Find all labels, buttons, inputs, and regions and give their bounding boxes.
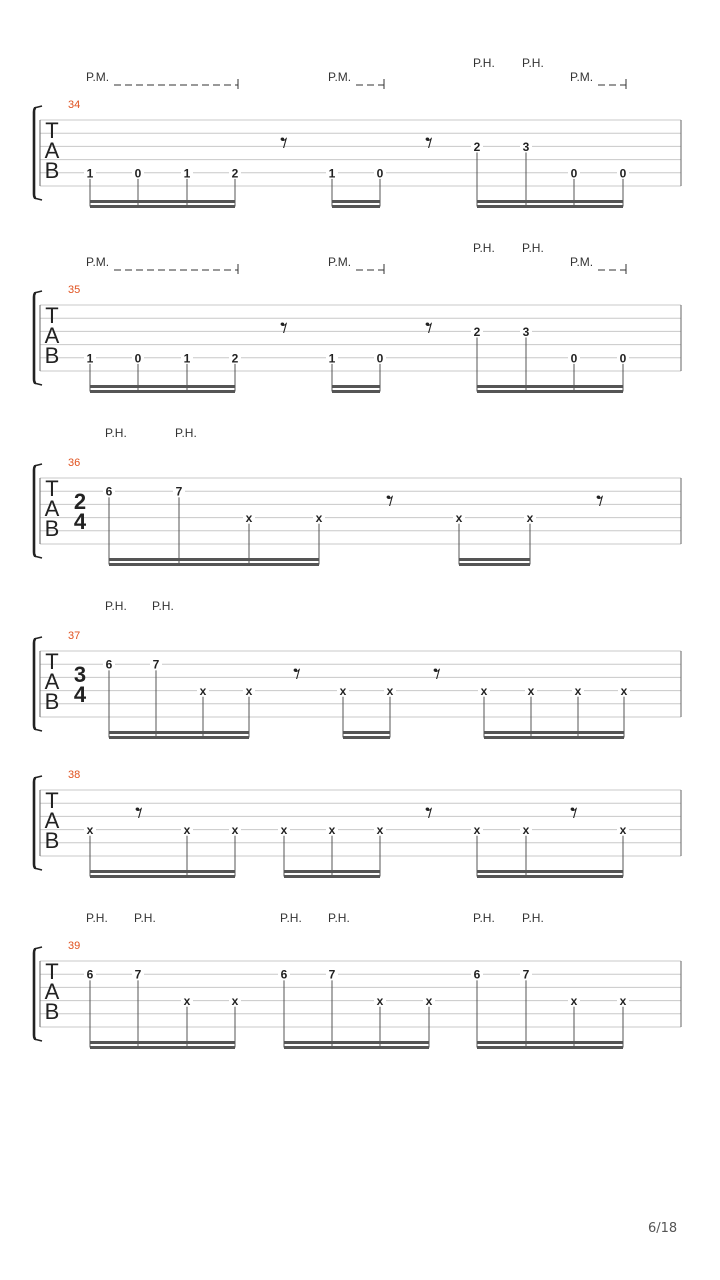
fret-number: 0 xyxy=(570,351,578,366)
bracket-top-hook xyxy=(34,776,42,778)
technique-annotation: P.M. xyxy=(86,70,110,84)
technique-annotation: P.M. xyxy=(328,70,352,84)
bracket-bottom-hook xyxy=(34,729,42,731)
dead-note: x xyxy=(619,994,627,1009)
beam xyxy=(284,875,380,878)
eighth-rest: 𝄾 xyxy=(280,312,288,345)
dead-note: x xyxy=(280,823,288,838)
eighth-rest: 𝄾 xyxy=(280,127,288,160)
beam xyxy=(90,200,235,203)
tab-clef-letter: A xyxy=(44,979,60,1004)
tab-clef-letter: A xyxy=(44,138,60,163)
eighth-rest: 𝄾 xyxy=(425,127,433,160)
dead-note: x xyxy=(455,511,463,526)
technique-annotation: P.H. xyxy=(473,911,495,925)
measure-number: 39 xyxy=(68,940,81,952)
technique-annotation: P.H. xyxy=(522,241,544,255)
system-bracket xyxy=(34,639,36,729)
fret-number: 7 xyxy=(328,967,336,982)
dead-note: x xyxy=(480,684,488,699)
time-signature-bottom: 4 xyxy=(73,509,87,534)
dead-note: x xyxy=(376,823,384,838)
dead-note: x xyxy=(245,684,253,699)
eighth-rest: 𝄾 xyxy=(425,797,433,830)
beam xyxy=(332,390,380,393)
time-signature-bottom: 4 xyxy=(73,682,87,707)
beam xyxy=(90,1041,235,1044)
technique-annotation: P.H. xyxy=(280,911,302,925)
fret-number: 7 xyxy=(152,657,160,672)
tab-clef-letter: T xyxy=(45,959,59,984)
bracket-bottom-hook xyxy=(34,556,42,558)
dead-note: x xyxy=(328,823,336,838)
technique-annotation: P.H. xyxy=(473,241,495,255)
system-bracket xyxy=(34,778,36,868)
beam xyxy=(90,875,235,878)
tab-clef-letter: T xyxy=(45,303,59,328)
eighth-rest: 𝄾 xyxy=(570,797,578,830)
dead-note: x xyxy=(315,511,323,526)
beam xyxy=(109,731,249,734)
eighth-rest: 𝄾 xyxy=(433,658,441,691)
dead-note: x xyxy=(231,823,239,838)
bracket-top-hook xyxy=(34,947,42,949)
time-signature-top: 2 xyxy=(73,489,87,514)
tab-clef-letter: A xyxy=(44,496,60,521)
beam xyxy=(90,870,235,873)
fret-number: 2 xyxy=(473,324,481,339)
beam xyxy=(459,558,530,561)
beam xyxy=(90,390,235,393)
technique-annotation: P.M. xyxy=(328,255,352,269)
beam xyxy=(332,205,380,208)
fret-number: 7 xyxy=(134,967,142,982)
fret-number: 7 xyxy=(522,967,530,982)
eighth-rest: 𝄾 xyxy=(386,485,394,518)
bracket-bottom-hook xyxy=(34,1039,42,1041)
dead-note: x xyxy=(425,994,433,1009)
dead-note: x xyxy=(619,823,627,838)
dead-note: x xyxy=(574,684,582,699)
beam xyxy=(477,205,623,208)
fret-number: 2 xyxy=(473,139,481,154)
tab-clef-letter: T xyxy=(45,476,59,501)
dead-note: x xyxy=(183,994,191,1009)
beam xyxy=(459,563,530,566)
system-bracket xyxy=(34,293,36,383)
dead-note: x xyxy=(526,511,534,526)
fret-number: 1 xyxy=(328,166,336,181)
fret-number: 0 xyxy=(570,166,578,181)
eighth-rest: 𝄾 xyxy=(425,312,433,345)
beam xyxy=(477,875,623,878)
beam xyxy=(332,385,380,388)
dead-note: x xyxy=(245,511,253,526)
fret-number: 7 xyxy=(175,484,183,499)
dead-note: x xyxy=(522,823,530,838)
page-number: 6/18 xyxy=(648,1221,678,1236)
bracket-top-hook xyxy=(34,291,42,293)
fret-number: 1 xyxy=(86,351,94,366)
fret-number: 6 xyxy=(280,967,288,982)
tab-clef-letter: B xyxy=(44,516,60,541)
tab-clef-letter: B xyxy=(44,689,60,714)
beam xyxy=(477,1041,623,1044)
beam xyxy=(90,385,235,388)
eighth-rest: 𝄾 xyxy=(293,658,301,691)
fret-number: 0 xyxy=(376,351,384,366)
beam xyxy=(343,731,390,734)
dead-note: x xyxy=(570,994,578,1009)
beam xyxy=(484,731,624,734)
beam xyxy=(477,385,623,388)
beam xyxy=(109,736,249,739)
bracket-bottom-hook xyxy=(34,868,42,870)
technique-annotation: P.H. xyxy=(522,911,544,925)
eighth-rest: 𝄾 xyxy=(135,797,143,830)
fret-number: 6 xyxy=(105,484,113,499)
dead-note: x xyxy=(231,994,239,1009)
tab-clef-letter: B xyxy=(44,828,60,853)
tab-clef-letter: A xyxy=(44,669,60,694)
fret-number: 1 xyxy=(183,166,191,181)
dead-note: x xyxy=(199,684,207,699)
beam xyxy=(284,1046,429,1049)
tab-clef-letter: A xyxy=(44,808,60,833)
dead-note: x xyxy=(376,994,384,1009)
system-bracket xyxy=(34,466,36,556)
tab-clef-letter: T xyxy=(45,649,59,674)
fret-number: 3 xyxy=(522,324,530,339)
system-bracket xyxy=(34,949,36,1039)
technique-annotation: P.H. xyxy=(522,56,544,70)
technique-annotation: P.H. xyxy=(473,56,495,70)
beam xyxy=(284,1041,429,1044)
fret-number: 0 xyxy=(134,166,142,181)
time-signature-top: 3 xyxy=(73,662,87,687)
fret-number: 1 xyxy=(86,166,94,181)
tab-clef-letter: T xyxy=(45,118,59,143)
measure-number: 35 xyxy=(68,284,81,296)
bracket-top-hook xyxy=(34,637,42,639)
technique-annotation: P.H. xyxy=(134,911,156,925)
tab-clef-letter: B xyxy=(44,158,60,183)
beam xyxy=(109,563,319,566)
fret-number: 6 xyxy=(473,967,481,982)
beam xyxy=(109,558,319,561)
dead-note: x xyxy=(183,823,191,838)
measure-number: 34 xyxy=(68,99,81,111)
technique-annotation: P.H. xyxy=(86,911,108,925)
measure-number: 38 xyxy=(68,769,81,781)
technique-annotation: P.M. xyxy=(86,255,110,269)
bracket-top-hook xyxy=(34,464,42,466)
fret-number: 6 xyxy=(86,967,94,982)
technique-annotation: P.M. xyxy=(570,70,594,84)
beam xyxy=(343,736,390,739)
tab-clef-letter: B xyxy=(44,343,60,368)
technique-annotation: P.M. xyxy=(570,255,594,269)
technique-annotation: P.H. xyxy=(328,911,350,925)
bracket-bottom-hook xyxy=(34,198,42,200)
eighth-rest: 𝄾 xyxy=(596,485,604,518)
fret-number: 0 xyxy=(619,351,627,366)
beam xyxy=(477,1046,623,1049)
dead-note: x xyxy=(620,684,628,699)
beam xyxy=(332,200,380,203)
beam xyxy=(484,736,624,739)
dead-note: x xyxy=(386,684,394,699)
fret-number: 3 xyxy=(522,139,530,154)
technique-annotation: P.H. xyxy=(175,426,197,440)
fret-number: 0 xyxy=(134,351,142,366)
tab-clef-letter: T xyxy=(45,788,59,813)
dead-note: x xyxy=(527,684,535,699)
beam xyxy=(90,205,235,208)
technique-annotation: P.H. xyxy=(105,426,127,440)
system-bracket xyxy=(34,108,36,198)
fret-number: 6 xyxy=(105,657,113,672)
dead-note: x xyxy=(473,823,481,838)
fret-number: 2 xyxy=(231,166,239,181)
beam xyxy=(477,390,623,393)
fret-number: 1 xyxy=(183,351,191,366)
beam xyxy=(477,200,623,203)
beam xyxy=(90,1046,235,1049)
beam xyxy=(284,870,380,873)
bracket-bottom-hook xyxy=(34,383,42,385)
dead-note: x xyxy=(339,684,347,699)
technique-annotation: P.H. xyxy=(152,599,174,613)
bracket-top-hook xyxy=(34,106,42,108)
fret-number: 0 xyxy=(376,166,384,181)
fret-number: 2 xyxy=(231,351,239,366)
fret-number: 0 xyxy=(619,166,627,181)
beam xyxy=(477,870,623,873)
measure-number: 37 xyxy=(68,630,81,642)
fret-number: 1 xyxy=(328,351,336,366)
tab-clef-letter: A xyxy=(44,323,60,348)
technique-annotation: P.H. xyxy=(105,599,127,613)
measure-number: 36 xyxy=(68,457,81,469)
dead-note: x xyxy=(86,823,94,838)
tab-clef-letter: B xyxy=(44,999,60,1024)
